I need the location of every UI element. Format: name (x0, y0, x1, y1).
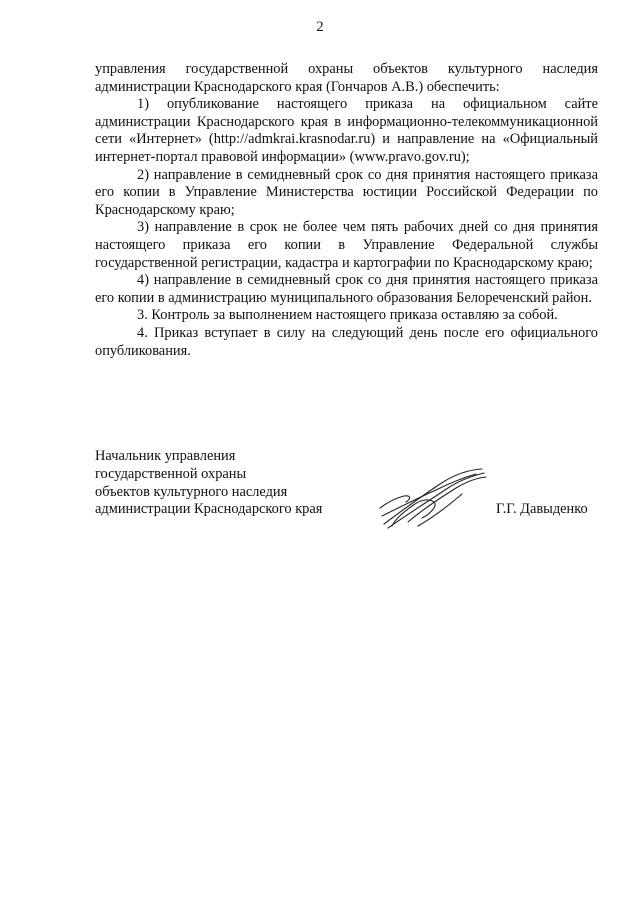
signatory-position-line: администрации Краснодарского края (95, 501, 323, 518)
paragraph-effective-date: 4. Приказ вступает в силу на следующий день после его официального опубликования. (95, 324, 598, 359)
paragraph-item-1: 1) опубликование настоящего приказа на официальном сайте администрации Краснодарского края в информационно-телекоммуникационной сети «Интернет» (http://admkrai.krasnodar.ru) и направление на «Официальный интернет-портал правовой информации» (www.pravo.gov.ru); (95, 96, 598, 165)
signatory-position (95, 448, 355, 519)
handwritten-signature (378, 468, 488, 530)
signatory-position-line: государственной охраны (95, 465, 247, 482)
paragraph-control: 3. Контроль за выполнением настоящего приказа оставляю за собой. (137, 307, 558, 324)
signatory-name: Г.Г. Давыденко (496, 501, 588, 517)
page-number: 2 (316, 19, 324, 35)
paragraph-item-4: 4) направление в семидневный срок со дня принятия настоящего приказа его копии в администрацию муниципального образования Белореченский район. (95, 272, 598, 306)
paragraph-intro: управления государственной охраны объектов культурного наследия администрации Краснодарского края (Гончаров А.В.) обеспечить: (95, 61, 598, 95)
signatory-position-line: объектов культурного наследия (95, 483, 288, 500)
paragraph-item-3: 3) направление в срок не более чем пять рабочих дней со дня принятия настоящего приказа его копии в Управление Федеральной службы государственной регистрации, кадастра и картографии по Краснодарскому краю; (95, 219, 598, 271)
signatory-position-line: Начальник управления (95, 448, 236, 464)
document-body (95, 61, 598, 360)
paragraph-item-2: 2) направление в семидневный срок со дня принятия настоящего приказа его копии в Управление Министерства юстиции Российской Федерации по Краснодарскому краю; (95, 166, 598, 218)
